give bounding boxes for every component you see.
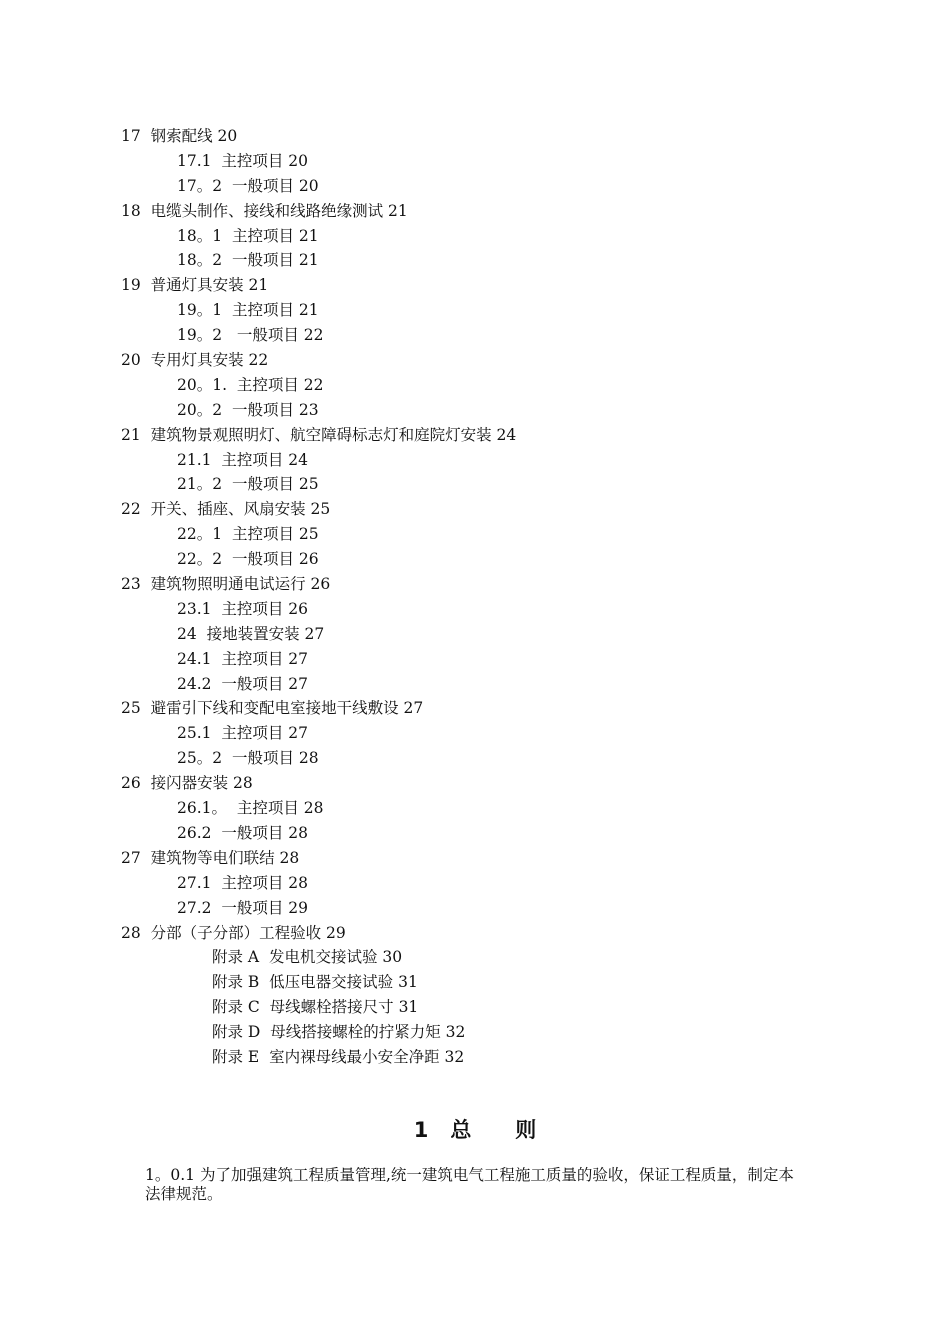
toc-entry: 28 分部（子分部）工程验收 29 [121, 923, 346, 942]
toc-entry: 17。2 一般项目 20 [177, 176, 319, 195]
chapter-heading [0, 1114, 950, 1144]
toc-entry: 22。1 主控项目 25 [177, 525, 319, 544]
toc-entry: 17.1 主控项目 20 [177, 151, 309, 170]
toc-entry: 22 开关、插座、风扇安装 25 [121, 500, 331, 519]
toc-entry: 附录 E 室内裸母线最小安全净距 32 [212, 1047, 465, 1066]
toc-entry: 26 接闪器安装 28 [121, 774, 253, 793]
toc-entry: 附录 D 母线搭接螺栓的拧紧力矩 32 [212, 1023, 466, 1042]
toc-entry: 27 建筑物等电们联结 28 [121, 848, 300, 867]
toc-entry: 19。1 主控项目 21 [177, 301, 319, 320]
toc-entry: 24 接地装置安装 27 [177, 624, 325, 643]
toc-entry: 21.1 主控项目 24 [177, 450, 309, 469]
toc-entry: 附录 B 低压电器交接试验 31 [212, 973, 418, 992]
toc-entry: 23 建筑物照明通电试运行 26 [121, 575, 331, 594]
toc-entry: 25。2 一般项目 28 [177, 749, 319, 768]
toc-entry: 22。2 一般项目 26 [177, 550, 319, 569]
toc-entry: 26.2 一般项目 28 [177, 823, 309, 842]
toc-entry: 27.2 一般项目 29 [177, 898, 309, 917]
toc-entry: 20。1. 主控项目 22 [177, 375, 324, 394]
toc-entry: 18。1 主控项目 21 [177, 226, 319, 245]
chapter-heading-text: 1 总 则 [413, 1118, 537, 1142]
toc-entry: 23.1 主控项目 26 [177, 599, 309, 618]
table-of-contents [0, 124, 950, 1070]
toc-entry: 附录 A 发电机交接试验 30 [212, 948, 403, 967]
toc-entry: 27.1 主控项目 28 [177, 873, 309, 892]
toc-entry: 24.1 主控项目 27 [177, 649, 309, 668]
toc-entry: 19 普通灯具安装 21 [121, 276, 269, 295]
toc-entry: 18。2 一般项目 21 [177, 251, 319, 270]
toc-entry: 20。2 一般项目 23 [177, 400, 319, 419]
toc-entry: 21 建筑物景观照明灯、航空障碍标志灯和庭院灯安装 24 [121, 425, 517, 444]
body-paragraph: 1。0.1 为了加强建筑工程质量管理,统一建筑电气工程施工质量的验收，保证工程质量，制定本法律规范。 [145, 1166, 794, 1203]
toc-entry: 18 电缆头制作、接线和线路绝缘测试 21 [121, 201, 408, 220]
toc-entry: 21。2 一般项目 25 [177, 475, 319, 494]
toc-entry: 20 专用灯具安装 22 [121, 351, 269, 370]
toc-entry: 19。2 一般项目 22 [177, 326, 324, 345]
toc-entry: 26.1。 主控项目 28 [177, 799, 324, 818]
toc-entry: 25 避雷引下线和变配电室接地干线敷设 27 [121, 699, 424, 718]
toc-entry: 17 钢索配线 20 [121, 127, 238, 145]
toc-entry: 25.1 主控项目 27 [177, 724, 309, 743]
toc-entry: 24.2 一般项目 27 [177, 674, 309, 693]
toc-entry: 附录 C 母线螺栓搭接尺寸 31 [212, 998, 419, 1017]
